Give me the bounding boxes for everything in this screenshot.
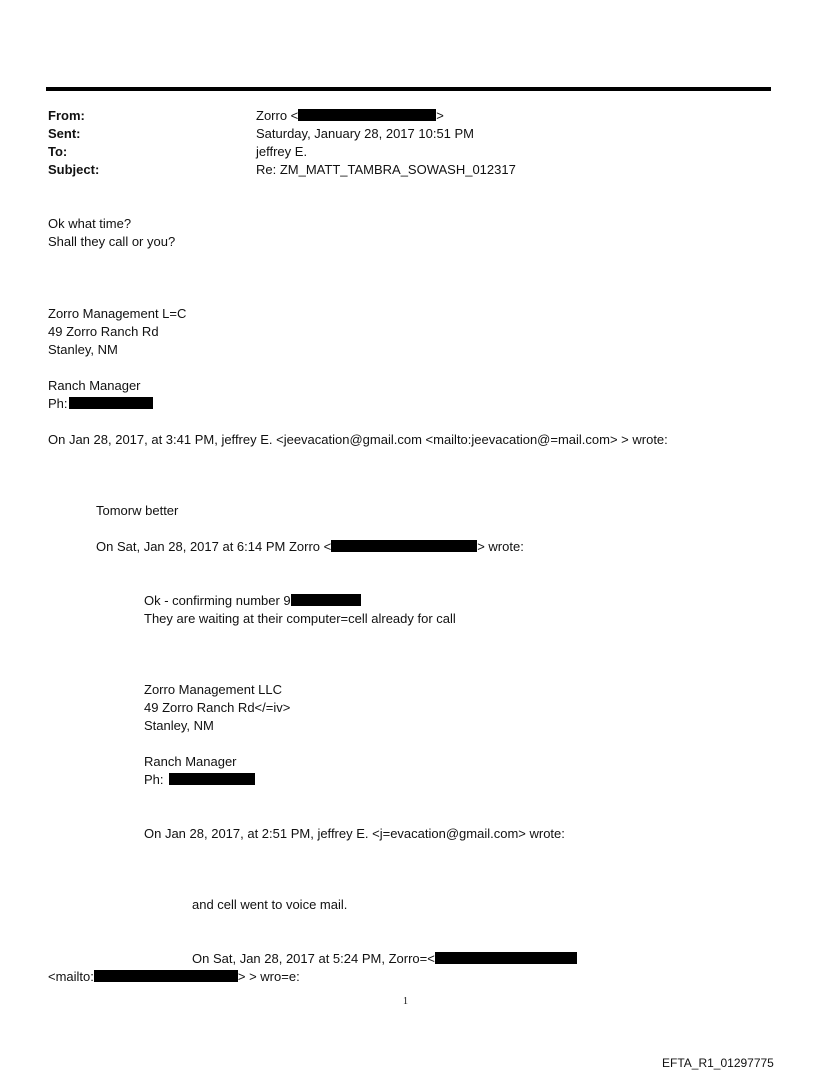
sent-label: Sent:: [48, 126, 81, 141]
redaction-box: [331, 540, 477, 552]
confirm-prefix: Ok - confirming number 9: [144, 593, 291, 608]
bates-number: EFTA_R1_01297775: [662, 1056, 774, 1070]
to-label: To:: [48, 144, 68, 159]
signature-title: Ranch Manager: [48, 378, 141, 393]
subject-value: Re: ZM_MATT_TAMBRA_SOWASH_012317: [256, 162, 516, 177]
signature-phone-2: [144, 771, 255, 789]
phone-label: Ph:: [48, 396, 68, 411]
from-suffix: >: [436, 108, 444, 123]
phone-label: Ph:: [144, 772, 164, 787]
signature-address: 49 Zorro Ranch Rd: [48, 324, 159, 339]
attribution-prefix: On Sat, Jan 28, 2017 at 6:14 PM Zorro <: [96, 539, 332, 554]
reply-attribution-1: [96, 538, 524, 556]
reply-attribution-3: [192, 950, 577, 968]
reply-line-2: They are waiting at their computer=cell already for call: [144, 611, 456, 626]
signature-company: Zorro Management L=C: [48, 306, 187, 321]
signature-city: Stanley, NM: [48, 342, 118, 357]
header-rule: [46, 87, 771, 91]
signature-address-2: 49 Zorro Ranch Rd</=iv>: [144, 700, 291, 715]
from-label: From:: [48, 108, 85, 123]
attribution-suffix: > wrote:: [477, 539, 524, 554]
reply-line-1: [144, 592, 361, 610]
signature-company-2: Zorro Management LLC: [144, 682, 283, 697]
signature-city-2: Stanley, NM: [144, 718, 214, 733]
redaction-box: [69, 397, 153, 409]
body-line-2: Shall they call or you?: [48, 234, 176, 249]
redaction-box: [291, 594, 361, 606]
attribution-prefix: On Sat, Jan 28, 2017 at 5:24 PM, Zorro=<: [192, 951, 435, 966]
to-value: jeffrey E.: [256, 144, 308, 159]
redaction-box: [94, 970, 238, 982]
mailto-prefix: <mailto:: [48, 969, 94, 984]
body-line-1: Ok what time?: [48, 216, 132, 231]
from-prefix: Zorro <: [256, 108, 299, 123]
mailto-line: [48, 968, 300, 986]
from-value: [256, 107, 444, 125]
quote-attribution-1: On Jan 28, 2017, at 3:41 PM, jeffrey E. <jeevacation@gmail.com <mailto:jeevacation@=mail.com> > wrote:: [48, 432, 668, 447]
redaction-box: [169, 773, 255, 785]
signature-phone: [48, 395, 153, 413]
mailto-suffix: > > wro=e:: [237, 969, 300, 984]
reply-text-1: Tomorw better: [96, 503, 179, 518]
subject-label: Subject:: [48, 162, 100, 177]
reply-text-3: and cell went to voice mail.: [192, 897, 348, 912]
page-number: 1: [403, 996, 408, 1007]
redaction-box: [298, 109, 436, 121]
redaction-box: [435, 952, 577, 964]
reply-attribution-2: On Jan 28, 2017, at 2:51 PM, jeffrey E. <j=evacation@gmail.com> wrote:: [144, 826, 565, 841]
sent-value: Saturday, January 28, 2017 10:51 PM: [256, 126, 475, 141]
signature-title-2: Ranch Manager: [144, 754, 237, 769]
